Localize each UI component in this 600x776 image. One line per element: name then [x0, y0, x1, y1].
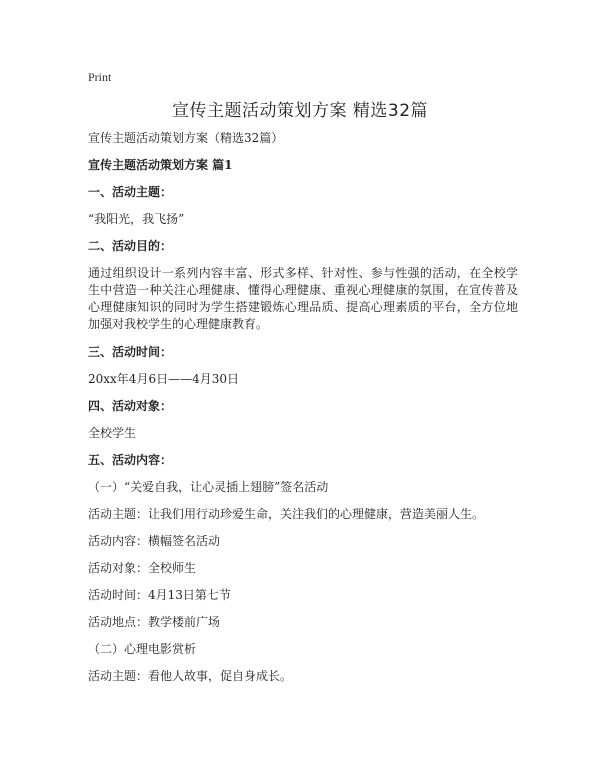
- time-text: 20xx年4月6日——4月30日: [88, 372, 239, 386]
- content-item-1-audience: 活动对象：全校师生: [88, 561, 197, 575]
- content-item-2-theme: 活动主题：看他人故事，促自身成长。: [88, 669, 293, 683]
- content-item-1-theme: 活动主题：让我们用行动珍爱生命，关注我们的心理健康，营造美丽人生。: [88, 507, 485, 521]
- heading-theme: 一、活动主题：: [88, 185, 173, 199]
- purpose-paragraph: 通过组织设计一系列内容丰富、形式多样、针对性、参与性强的活动，在全校学生中营造一种关注心理健康、懂得心理健康、重视心理健康的氛围，在宣传普及心理健康知识的同时为学生搭建锻炼心理品质、提高心理素质的平台，全方位地加强对我校学生的心理健康教育。: [88, 266, 518, 331]
- content-item-1-content: 活动内容：横幅签名活动: [88, 534, 221, 548]
- document-title: 宣传主题活动策划方案 精选32篇: [171, 101, 429, 121]
- content-item-1: （一）“关爱自我，让心灵插上翅膀”签名活动: [88, 480, 329, 494]
- content-item-1-location: 活动地点：教学楼前广场: [88, 615, 221, 629]
- document-subtitle: 宣传主题活动策划方案（精选32篇）: [88, 131, 284, 145]
- section-title: 宣传主题活动策划方案 篇1: [88, 158, 233, 172]
- heading-content: 五、活动内容：: [88, 453, 173, 467]
- audience-text: 全校学生: [88, 426, 137, 440]
- heading-audience: 四、活动对象：: [88, 399, 173, 413]
- content-item-2: （二）心理电影赏析: [88, 642, 197, 656]
- theme-text: “我阳光，我飞扬”: [88, 212, 185, 226]
- document-body: [88, 130, 518, 684]
- heading-time: 三、活动时间：: [88, 345, 173, 359]
- print-link[interactable]: Print: [88, 70, 112, 84]
- content-item-1-time: 活动时间：4月13日第七节: [88, 588, 231, 602]
- heading-purpose: 二、活动目的：: [88, 239, 173, 253]
